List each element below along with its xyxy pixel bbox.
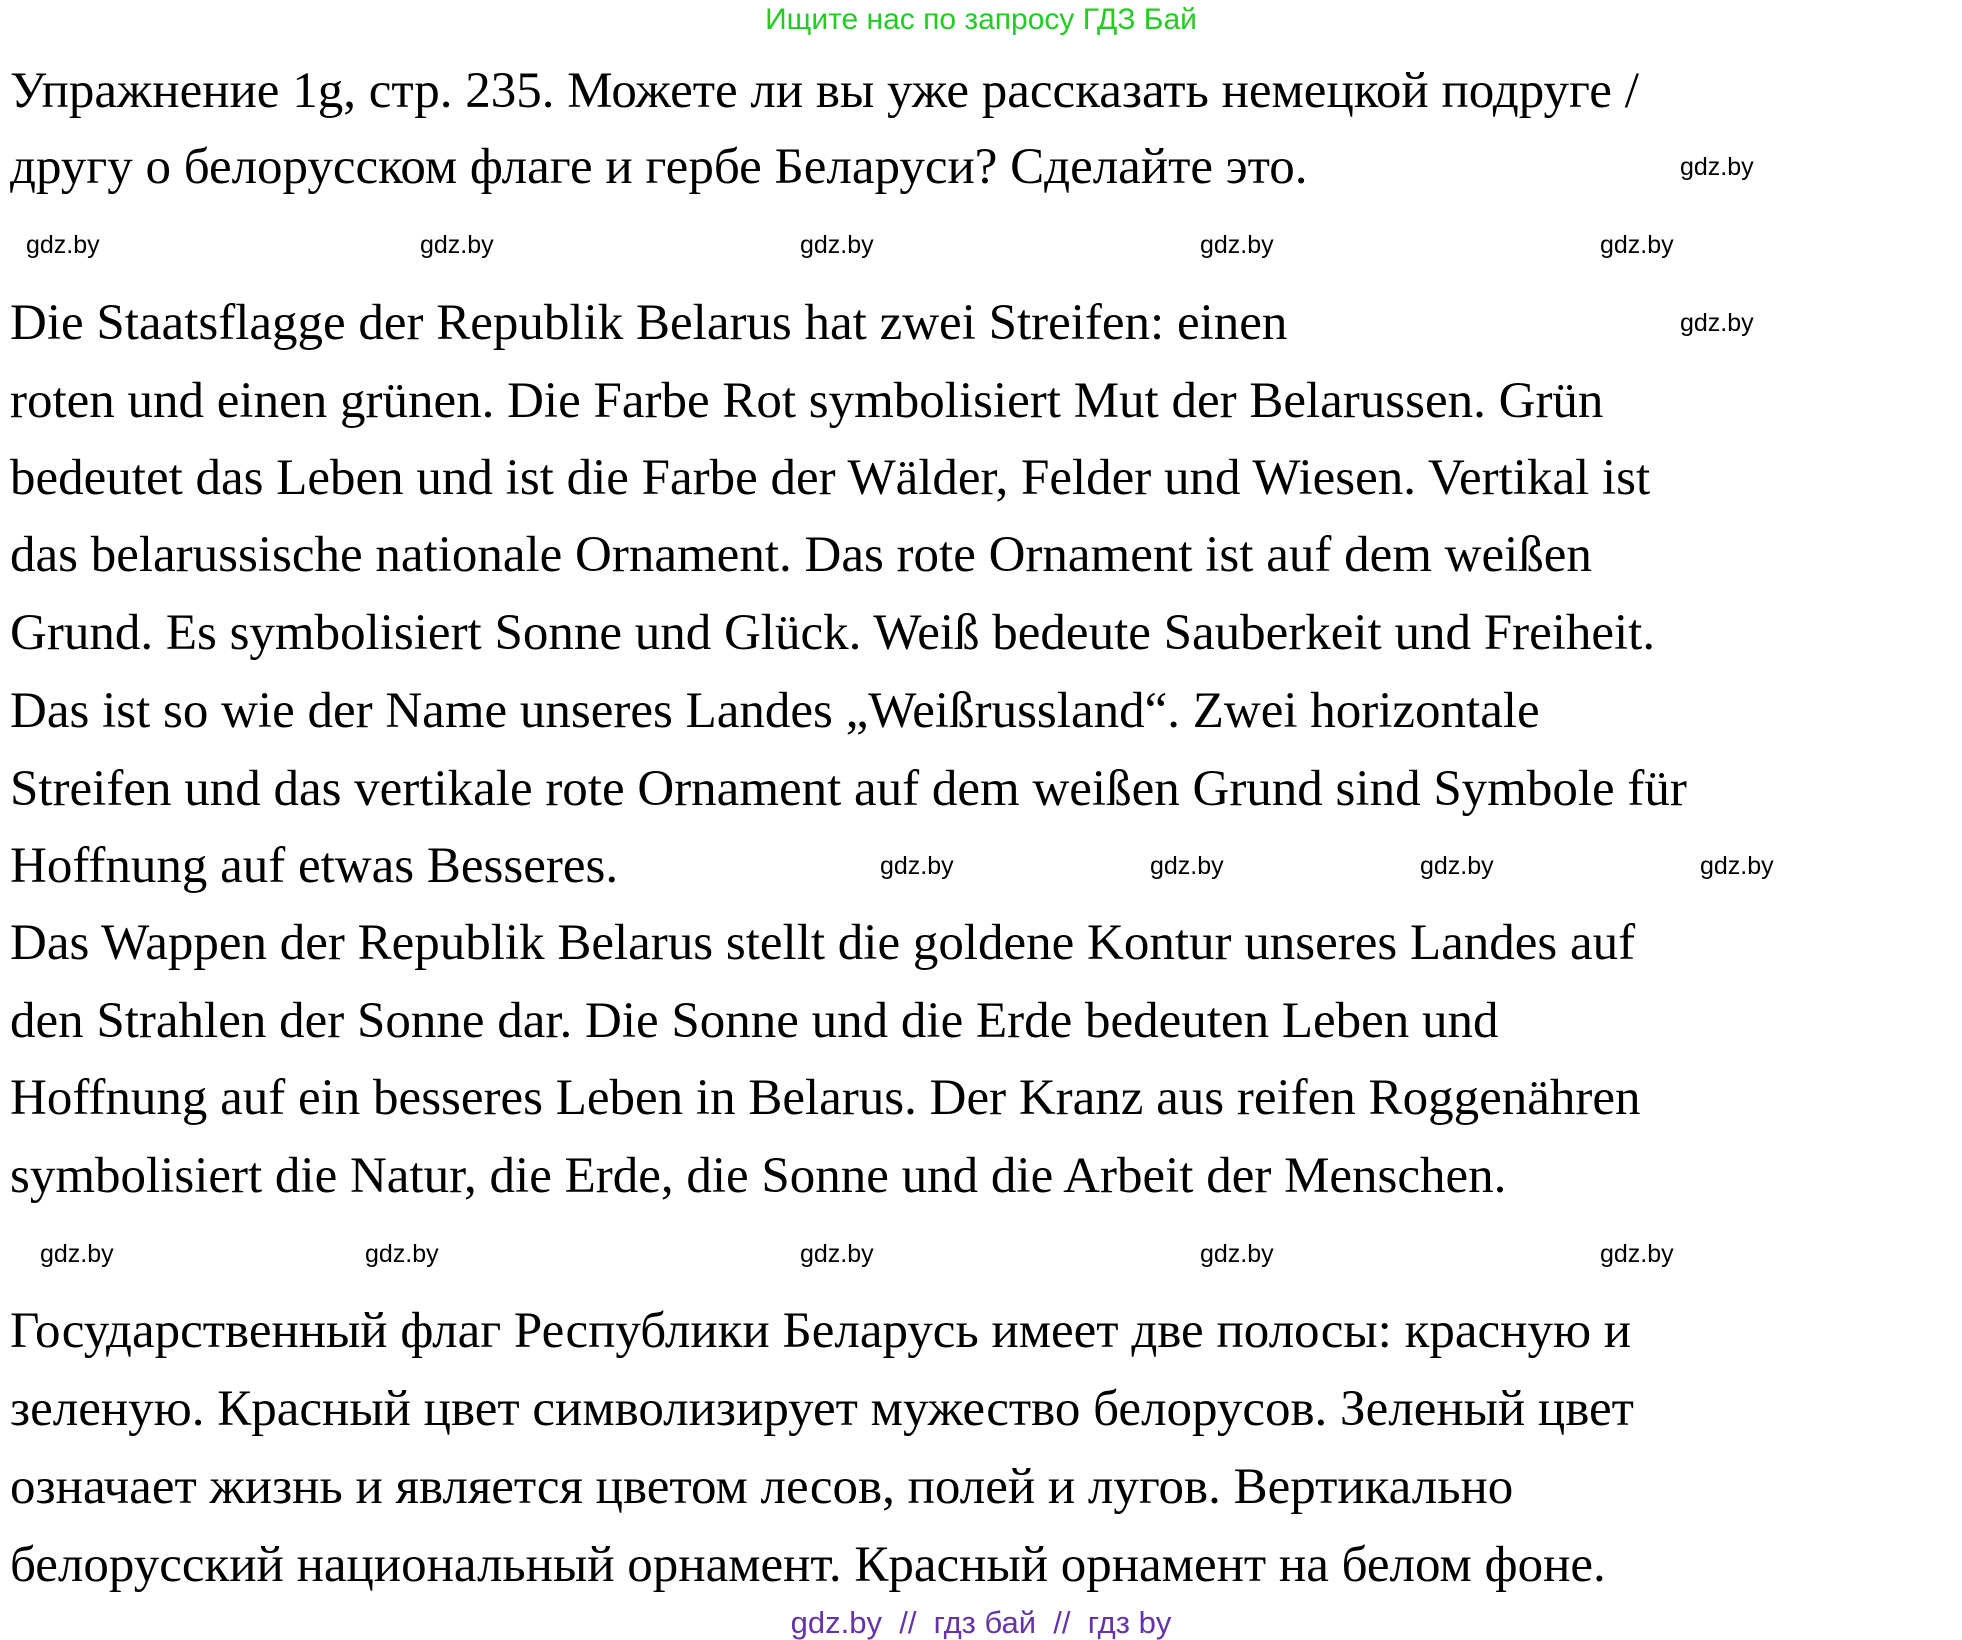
watermark: gdz.by	[880, 852, 954, 880]
watermark: gdz.by	[1600, 231, 1674, 259]
watermark: gdz.by	[1700, 852, 1774, 880]
watermark: gdz.by	[1680, 153, 1754, 181]
text-line: Streifen und das vertikale rote Ornament auf dem weißen Grund sind Symbole für	[10, 761, 1687, 817]
watermark: gdz.by	[800, 231, 874, 259]
watermark: gdz.by	[1200, 231, 1274, 259]
watermark: gdz.by	[1200, 1240, 1274, 1268]
footer-links[interactable]: gdz.by // гдз бай // гдз by	[790, 1605, 1172, 1640]
text-line: Hoffnung auf ein besseres Leben in Belarus. Der Kranz aus reifen Roggenähren	[10, 1070, 1641, 1126]
watermark: gdz.by	[800, 1240, 874, 1268]
watermark: gdz.by	[420, 231, 494, 259]
watermark: gdz.by	[1150, 852, 1224, 880]
text-line: зеленую. Красный цвет символизирует мужество белорусов. Зеленый цвет	[10, 1381, 1634, 1437]
text-line: белорусский национальный орнамент. Красный орнамент на белом фоне.	[10, 1537, 1606, 1593]
text-line: другу о белорусском флаге и гербе Беларуси? Сделайте это.	[10, 139, 1308, 195]
watermark: gdz.by	[1420, 852, 1494, 880]
text-line: Die Staatsflagge der Republik Belarus hat zwei Streifen: einen	[10, 295, 1288, 351]
text-line: Das Wappen der Republik Belarus stellt die goldene Kontur unseres Landes auf	[10, 915, 1636, 971]
watermark: gdz.by	[365, 1240, 439, 1268]
header-banner: Ищите нас по запросу ГДЗ Бай	[765, 3, 1197, 36]
text-line: den Strahlen der Sonne dar. Die Sonne und die Erde bedeuten Leben und	[10, 993, 1499, 1049]
text-line: bedeutet das Leben und ist die Farbe der Wälder, Felder und Wiesen. Vertikal ist	[10, 450, 1651, 506]
text-line: Упражнение 1g, стр. 235. Можете ли вы уже рассказать немецкой подруге /	[10, 63, 1639, 119]
text-line: das belarussische nationale Ornament. Das rote Ornament ist auf dem weißen	[10, 527, 1592, 583]
text-line: означает жизнь и является цветом лесов, полей и лугов. Вертикально	[10, 1459, 1514, 1515]
watermark: gdz.by	[1680, 309, 1754, 337]
watermark: gdz.by	[40, 1240, 114, 1268]
text-line: Das ist so wie der Name unseres Landes „Weißrussland“. Zwei horizontale	[10, 683, 1540, 739]
text-line: Государственный флаг Республики Беларусь имеет две полосы: красную и	[10, 1303, 1632, 1359]
watermark: gdz.by	[26, 231, 100, 259]
text-line: Grund. Es symbolisiert Sonne und Glück. Weiß bedeute Sauberkeit und Freiheit.	[10, 605, 1656, 661]
text-line: Hoffnung auf etwas Besseres.	[10, 838, 619, 894]
watermark: gdz.by	[1600, 1240, 1674, 1268]
text-line: roten und einen grünen. Die Farbe Rot symbolisiert Mut der Belarussen. Grün	[10, 373, 1604, 429]
text-line: symbolisiert die Natur, die Erde, die Sonne und die Arbeit der Menschen.	[10, 1148, 1507, 1204]
